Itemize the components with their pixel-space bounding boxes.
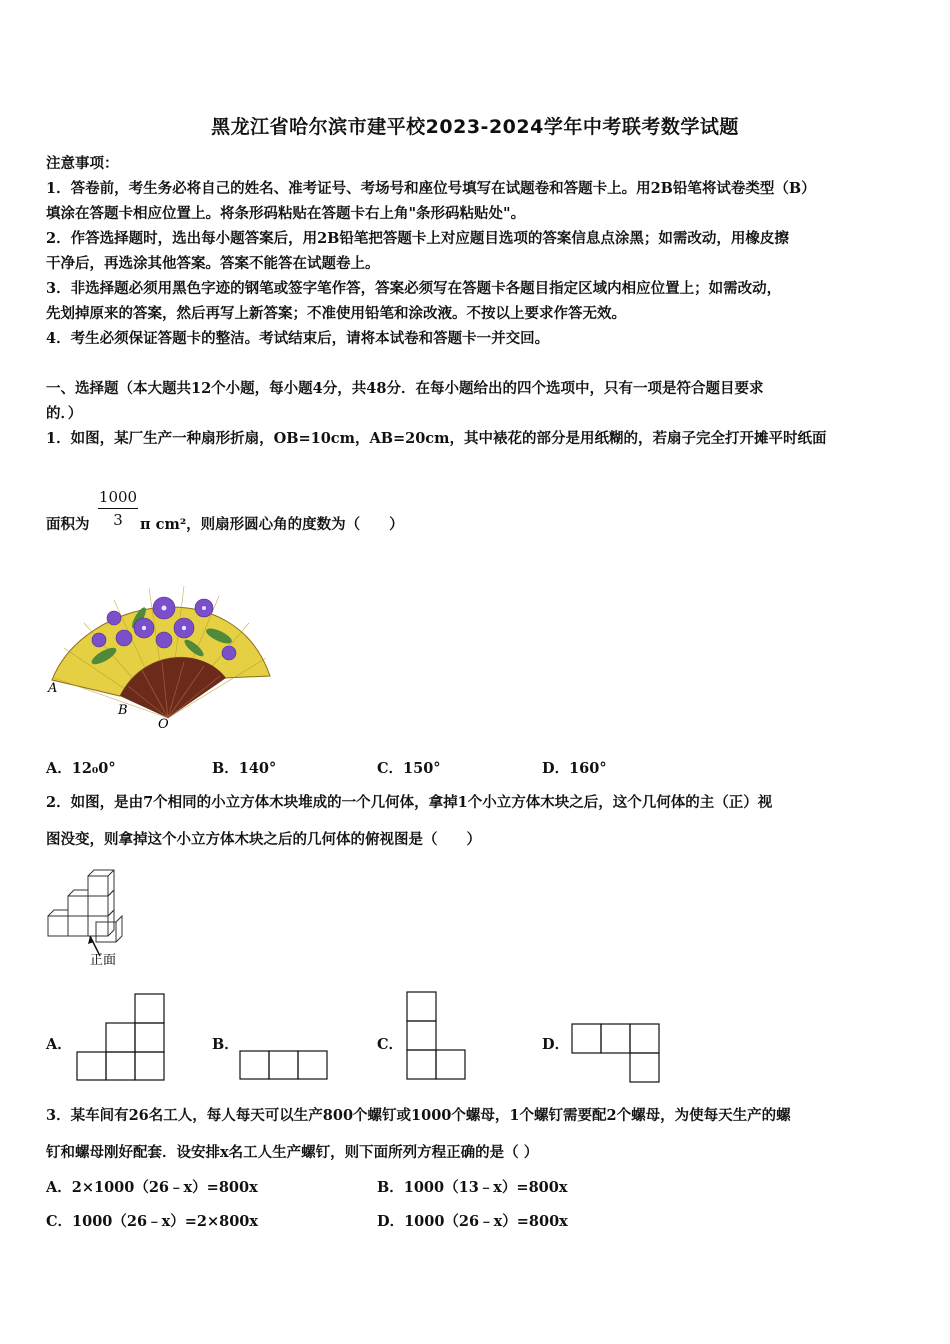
question-3-text: 3．某车间有26名工人，每人每天可以生产800个螺钉或1000个螺母，1个螺钉需要配2个螺母，为使每天生产的螺: [46, 1107, 791, 1124]
q2-option-c-figure[interactable]: [404, 990, 468, 1082]
notice-line: 干净后，再选涂其他答案。答案不能答在试题卷上。: [46, 255, 380, 272]
section-heading-cont: 的．）: [46, 405, 83, 422]
q2-option-c-label[interactable]: C．: [377, 1036, 404, 1053]
notice-heading: 注意事项：: [46, 155, 119, 172]
question-2-text: 2．如图，是由7个相同的小立方体木块堆成的一个几何体，拿掉1个小立方体木块之后，这个几何体的主（正）视: [46, 794, 773, 811]
q2-option-a-figure[interactable]: [73, 992, 167, 1082]
q3-option-b[interactable]: B．1000（13﹣x）=800x: [377, 1179, 568, 1196]
question-1-text-cont: [46, 513, 404, 534]
notice-line: 3．非选择题必须用黑色字迹的钢笔或签字笔作答，答案必须写在答题卡各题目指定区域内相应位置上；如需改动，: [46, 280, 782, 297]
notice-line: 1．答卷前，考生务必将自己的姓名、准考证号、考场号和座位号填写在试题卷和答题卡上。用2B铅笔将试卷类型（B）: [46, 180, 816, 197]
question-1-prefix: 面积为: [46, 516, 90, 533]
front-label: 正面: [90, 953, 117, 968]
fan-label-a: A: [48, 681, 58, 696]
fraction: [98, 488, 138, 529]
notice-line: 填涂在答题卡相应位置上。将条形码粘贴在答题卡右上角"条形码粘贴处"。: [46, 205, 526, 222]
q2-option-d-figure[interactable]: [569, 1022, 663, 1084]
fan-figure: [44, 578, 276, 734]
notice-line: 2．作答选择题时，选出每小题答案后，用2B铅笔把答题卡上对应题目选项的答案信息点涂黑；如需改动，用橡皮擦: [46, 230, 789, 247]
section-heading: 一、选择题（本大题共12个小题，每小题4分，共48分．在每小题给出的四个选项中，只有一项是符合题目要求: [46, 380, 764, 397]
question-1-suffix: π cm²，则扇形圆心角的度数为（ ）: [140, 516, 404, 533]
q2-option-b-figure[interactable]: [237, 1048, 331, 1082]
q1-option-d[interactable]: D．160°: [542, 760, 607, 777]
fraction-numerator: 1000: [98, 488, 138, 509]
fraction-denominator: 3: [113, 511, 123, 529]
q2-option-a-label[interactable]: A．: [46, 1036, 72, 1053]
cube-stack-figure: [44, 866, 136, 972]
fan-label-o: O: [158, 717, 169, 732]
q2-option-d-label[interactable]: D．: [542, 1036, 570, 1053]
question-1-text: 1．如图，某厂生产一种扇形折扇，OB=10cm，AB=20cm，其中裱花的部分是用纸糊的，若扇子完全打开摊平时纸面: [46, 430, 827, 447]
q2-option-b-label[interactable]: B．: [212, 1036, 239, 1053]
q1-option-a[interactable]: A．12₀0°: [46, 760, 116, 777]
q1-option-b[interactable]: B．140°: [212, 760, 277, 777]
q3-option-c[interactable]: C．1000（26﹣x）=2×800x: [46, 1213, 259, 1230]
fan-label-b: B: [118, 703, 128, 718]
notice-line: 4．考生必须保证答题卡的整洁。考试结束后，请将本试卷和答题卡一并交回。: [46, 330, 550, 347]
q1-option-c[interactable]: C．150°: [377, 760, 441, 777]
notice-line: 先划掉原来的答案，然后再写上新答案；不准使用铅笔和涂改液。不按以上要求作答无效。: [46, 305, 626, 322]
q3-option-d[interactable]: D．1000（26﹣x）=800x: [377, 1213, 568, 1230]
q3-option-a[interactable]: A．2×1000（26﹣x）=800x: [46, 1179, 258, 1196]
page-title: 黑龙江省哈尔滨市建平校2023-2024学年中考联考数学试题: [211, 116, 739, 138]
question-2-text-cont: 图没变，则拿掉这个小立方体木块之后的几何体的俯视图是（ ）: [46, 831, 481, 848]
question-3-text-cont: 钉和螺母刚好配套．设安排x名工人生产螺钉，则下面所列方程正确的是（ ）: [46, 1144, 539, 1161]
